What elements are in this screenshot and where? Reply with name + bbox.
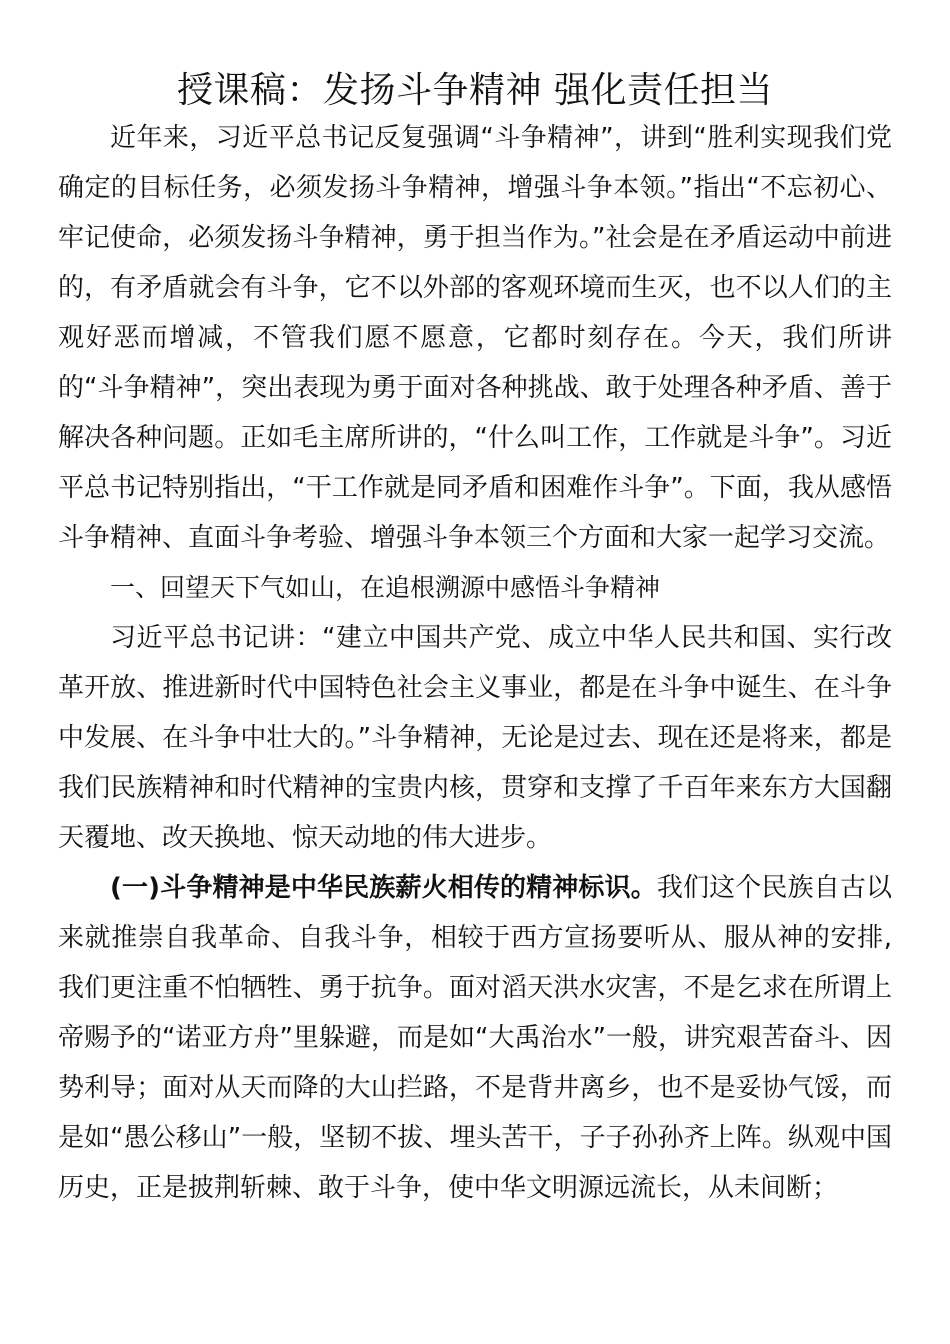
- section-1-paragraph: 习近平总书记讲：“建立中国共产党、成立中华人民共和国、实行改革开放、推进新时代中国特色社会主义事业，都是在斗争中诞生、在斗争中发展、在斗争中壮大的。”斗争精神，无论是过去、现在还是将来，都是我们民族精神和时代精神的宝贵内核，贯穿和支撑了千百年来东方大国翻天覆地、改天换地、惊天动地的伟大进步。: [58, 623, 892, 853]
- section-heading-1: 一、回望天下气如山，在追根溯源中感悟斗争精神: [110, 573, 661, 602]
- subsection-1-paragraph: [58, 863, 892, 1213]
- intro-paragraph: 近年来，习近平总书记反复强调“斗争精神”，讲到“胜利实现我们党确定的目标任务，必须发扬斗争精神，增强斗争本领。”指出“不忘初心、牢记使命，必须发扬斗争精神，勇于担当作为。”社会是在矛盾运动中前进的，有矛盾就会有斗争，它不以外部的客观环境而生灭，也不以人们的主观好恶而增减，不管我们愿不愿意，它都时刻存在。今天，我们所讲的“斗争精神”，突出表现为勇于面对各种挑战、敢于处理各种矛盾、善于解决各种问题。正如毛主席所讲的，“什么叫工作，工作就是斗争”。习近平总书记特别指出，“干工作就是同矛盾和困难作斗争”。下面，我从感悟斗争精神、直面斗争考验、增强斗争本领三个方面和大家一起学习交流。: [58, 123, 892, 553]
- document-body: [58, 113, 892, 1213]
- subsection-1-text: 我们这个民族自古以来就推崇自我革命、自我斗争，相较于西方宣扬要听从、服从神的安排,我们更注重不怕牺牲、勇于抗争。面对滔天洪水灾害，不是乞求在所谓上帝赐予的“诺亚方舟”里躲避，而是如“大禹治水”一般，讲究艰苦奋斗、因势利导；面对从天而降的大山拦路，不是背井离乡，也不是妥协气馁，而是如“愚公移山”一般，坚韧不拔、埋头苦干，子子孙孙齐上阵。纵观中国历史，正是披荆斩棘、敢于斗争，使中华文明源远流长，从未间断；: [58, 873, 892, 1203]
- document-title: 授课稿：发扬斗争精神 强化责任担当: [177, 70, 773, 111]
- subsection-1-heading: (一)斗争精神是中华民族薪火相传的精神标识。: [110, 873, 657, 903]
